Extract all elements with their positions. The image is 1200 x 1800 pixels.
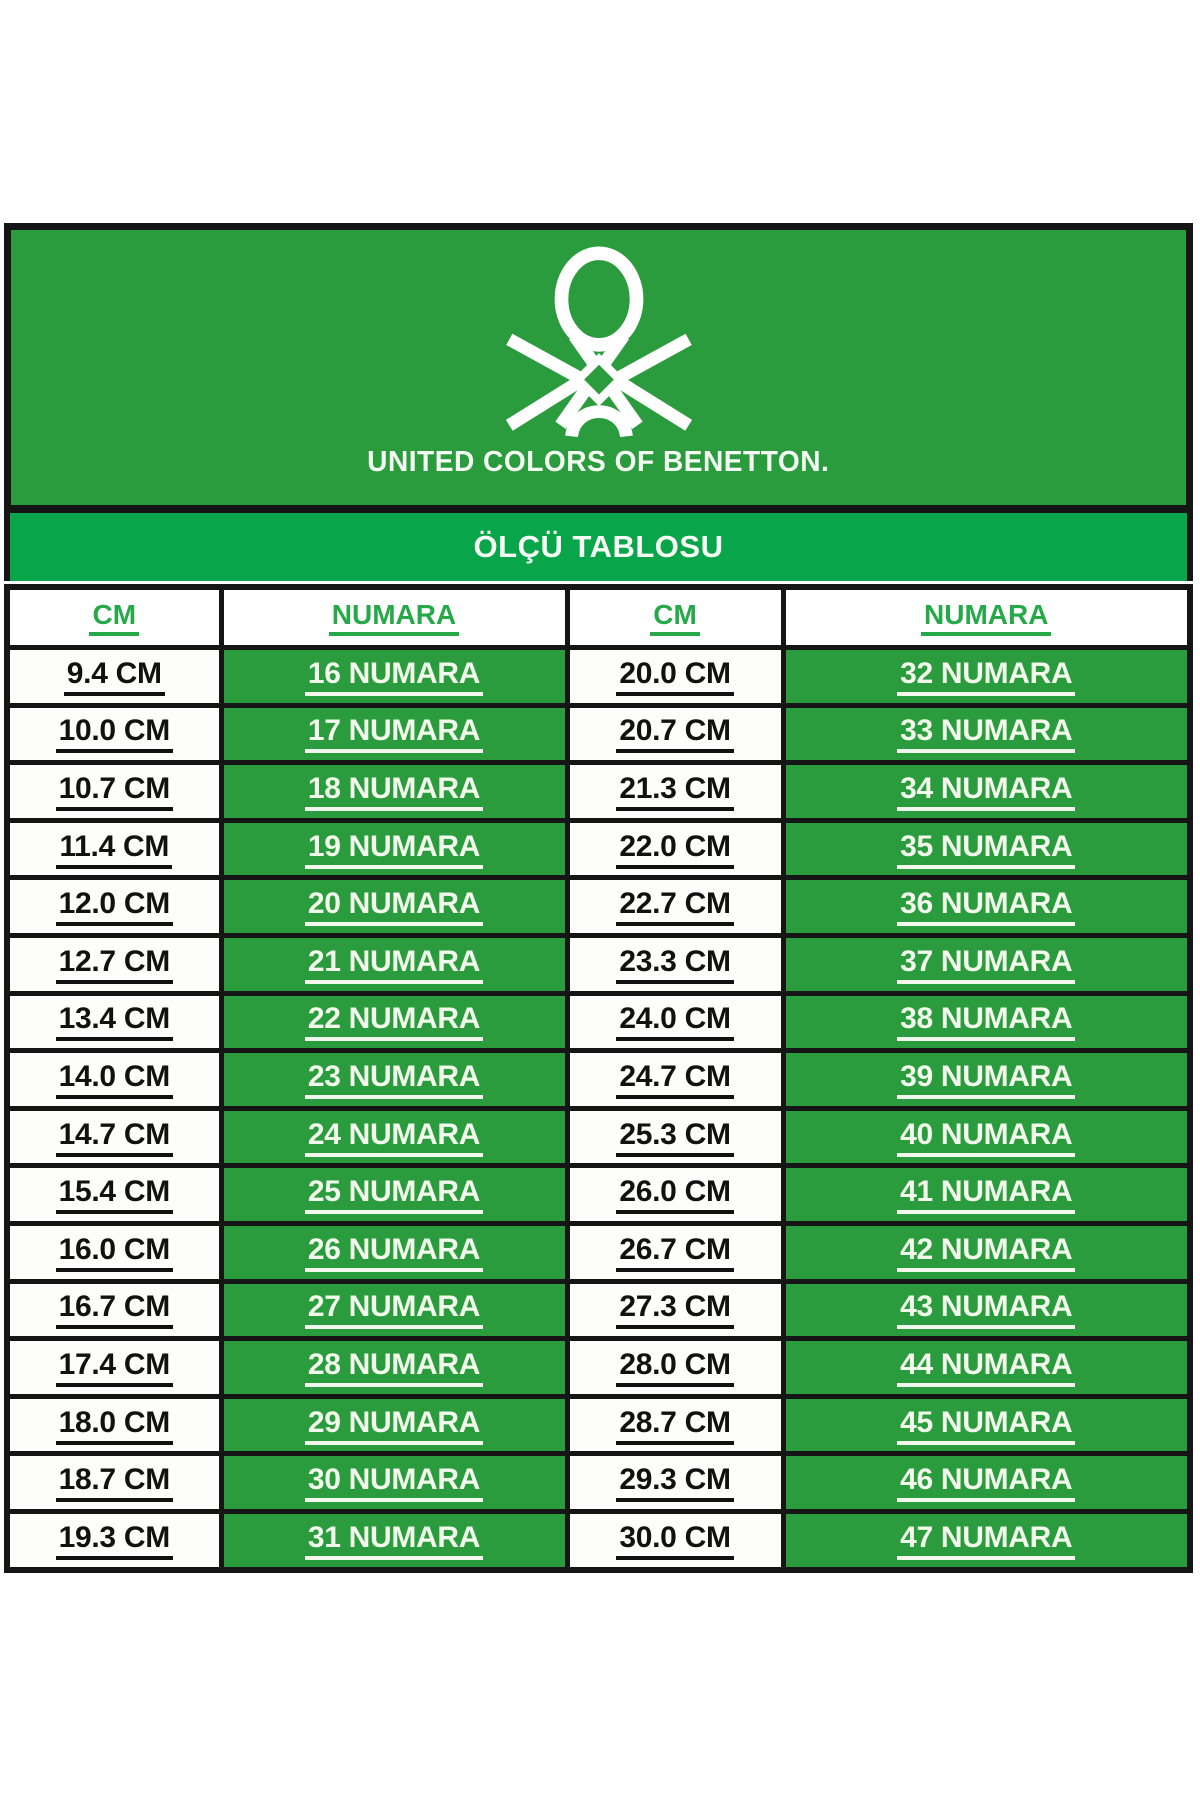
cm-value: 10.7 CM [56,772,173,811]
cm-value: 16.7 CM [56,1290,173,1329]
numara-cell [221,648,567,706]
cm-cell [7,935,221,993]
cm-value: 27.3 CM [616,1290,733,1329]
cm-cell [7,820,221,878]
column-header-label: CM [650,600,700,637]
numara-cell [221,1166,567,1224]
numara-value: 23 NUMARA [305,1060,483,1099]
numara-cell [221,1454,567,1512]
numara-cell [221,1108,567,1166]
cm-value: 14.0 CM [56,1060,173,1099]
cm-value: 22.0 CM [616,830,733,869]
cm-cell [7,878,221,936]
numara-value: 30 NUMARA [305,1463,483,1502]
size-row [7,1454,1190,1512]
numara-value: 22 NUMARA [305,1002,483,1041]
cm-cell [567,1396,783,1454]
numara-cell [221,878,567,936]
size-row [7,1223,1190,1281]
cm-value: 30.0 CM [616,1521,733,1560]
cm-value: 26.7 CM [616,1233,733,1272]
cm-cell [7,1511,221,1569]
cm-cell [7,1166,221,1224]
numara-value: 31 NUMARA [305,1521,483,1560]
cm-value: 23.3 CM [616,945,733,984]
size-row [7,1511,1190,1569]
numara-cell [783,1223,1190,1281]
size-table-header-row [7,587,1190,648]
column-header-label: NUMARA [329,600,459,637]
cm-value: 18.7 CM [56,1463,173,1502]
cm-value: 12.0 CM [56,887,173,926]
size-row [7,993,1190,1051]
numara-value: 27 NUMARA [305,1290,483,1329]
cm-value: 10.0 CM [56,714,173,753]
cm-cell [7,993,221,1051]
cm-cell [567,1223,783,1281]
numara-cell [221,763,567,821]
cm-value: 28.7 CM [616,1406,733,1445]
size-table-title: ÖLÇÜ TABLOSU [473,529,724,564]
numara-cell [221,1396,567,1454]
size-row [7,763,1190,821]
numara-cell [221,1223,567,1281]
column-header-label: NUMARA [921,600,1051,637]
cm-value: 24.7 CM [616,1060,733,1099]
cm-value: 28.0 CM [616,1348,733,1387]
numara-value: 34 NUMARA [897,772,1075,811]
cm-cell [567,763,783,821]
cm-value: 15.4 CM [56,1175,173,1214]
benetton-logo-icon [500,246,698,440]
numara-value: 45 NUMARA [897,1406,1075,1445]
size-chart-sheet [4,223,1193,1573]
numara-value: 25 NUMARA [305,1175,483,1214]
cm-cell [7,648,221,706]
numara-value: 16 NUMARA [305,657,483,696]
size-table [4,584,1193,1573]
brand-wordmark: UNITED COLORS OF BENETTON. [367,446,830,478]
numara-value: 32 NUMARA [897,657,1075,696]
cm-value: 20.0 CM [616,657,733,696]
numara-value: 33 NUMARA [897,714,1075,753]
numara-cell [783,1166,1190,1224]
numara-cell [783,1454,1190,1512]
numara-value: 24 NUMARA [305,1118,483,1157]
cm-cell [567,1108,783,1166]
cm-value: 18.0 CM [56,1406,173,1445]
cm-cell [567,1339,783,1397]
cm-value: 22.7 CM [616,887,733,926]
cm-value: 20.7 CM [616,714,733,753]
column-header-cm-left [7,587,221,648]
numara-cell [221,1339,567,1397]
size-row [7,820,1190,878]
size-row [7,1166,1190,1224]
size-table-body [7,648,1190,1570]
cm-cell [567,1166,783,1224]
column-header-numara-right [783,587,1190,648]
size-row [7,705,1190,763]
cm-value: 13.4 CM [56,1002,173,1041]
cm-cell [567,878,783,936]
cm-value: 21.3 CM [616,772,733,811]
size-row [7,878,1190,936]
numara-cell [783,1511,1190,1569]
numara-value: 18 NUMARA [305,772,483,811]
cm-cell [567,820,783,878]
cm-cell [567,1454,783,1512]
numara-cell [783,820,1190,878]
cm-cell [7,705,221,763]
column-header-numara-left [221,587,567,648]
numara-value: 35 NUMARA [897,830,1075,869]
numara-value: 44 NUMARA [897,1348,1075,1387]
numara-value: 19 NUMARA [305,830,483,869]
numara-cell [783,1339,1190,1397]
numara-value: 43 NUMARA [897,1290,1075,1329]
numara-value: 39 NUMARA [897,1060,1075,1099]
cm-value: 16.0 CM [56,1233,173,1272]
cm-cell [567,993,783,1051]
cm-value: 17.4 CM [56,1348,173,1387]
size-row [7,1051,1190,1109]
numara-value: 28 NUMARA [305,1348,483,1387]
numara-value: 36 NUMARA [897,887,1075,926]
numara-value: 46 NUMARA [897,1463,1075,1502]
numara-cell [783,1051,1190,1109]
cm-value: 24.0 CM [616,1002,733,1041]
numara-cell [221,1511,567,1569]
numara-value: 38 NUMARA [897,1002,1075,1041]
cm-cell [567,935,783,993]
numara-value: 26 NUMARA [305,1233,483,1272]
cm-cell [567,705,783,763]
cm-value: 25.3 CM [616,1118,733,1157]
cm-cell [7,763,221,821]
numara-cell [221,993,567,1051]
numara-value: 42 NUMARA [897,1233,1075,1272]
size-row [7,1339,1190,1397]
cm-cell [567,1281,783,1339]
numara-cell [783,935,1190,993]
brand-header [4,223,1193,513]
numara-cell [783,878,1190,936]
size-row [7,935,1190,993]
cm-value: 29.3 CM [616,1463,733,1502]
numara-cell [783,705,1190,763]
size-table-title-banner [4,513,1193,581]
cm-value: 19.3 CM [56,1521,173,1560]
numara-cell [221,935,567,993]
cm-cell [7,1223,221,1281]
size-row [7,648,1190,706]
cm-value: 9.4 CM [64,657,165,696]
numara-value: 29 NUMARA [305,1406,483,1445]
cm-cell [7,1396,221,1454]
cm-cell [7,1339,221,1397]
cm-value: 26.0 CM [616,1175,733,1214]
column-header-cm-right [567,587,783,648]
numara-cell [783,763,1190,821]
column-header-label: CM [89,600,139,637]
size-row [7,1281,1190,1339]
cm-cell [567,1051,783,1109]
numara-cell [783,1396,1190,1454]
numara-value: 20 NUMARA [305,887,483,926]
numara-cell [783,648,1190,706]
numara-cell [221,820,567,878]
cm-value: 11.4 CM [56,830,172,869]
numara-value: 47 NUMARA [897,1521,1075,1560]
numara-value: 21 NUMARA [305,945,483,984]
numara-cell [783,1108,1190,1166]
size-row [7,1396,1190,1454]
numara-value: 17 NUMARA [305,714,483,753]
size-row [7,1108,1190,1166]
numara-cell [221,1281,567,1339]
numara-cell [221,1051,567,1109]
cm-cell [567,1511,783,1569]
numara-cell [221,705,567,763]
cm-value: 14.7 CM [56,1118,173,1157]
cm-cell [7,1454,221,1512]
cm-cell [7,1108,221,1166]
numara-value: 41 NUMARA [897,1175,1075,1214]
cm-cell [7,1281,221,1339]
cm-cell [567,648,783,706]
numara-value: 37 NUMARA [897,945,1075,984]
cm-value: 12.7 CM [56,945,173,984]
numara-cell [783,993,1190,1051]
cm-cell [7,1051,221,1109]
numara-cell [783,1281,1190,1339]
numara-value: 40 NUMARA [897,1118,1075,1157]
